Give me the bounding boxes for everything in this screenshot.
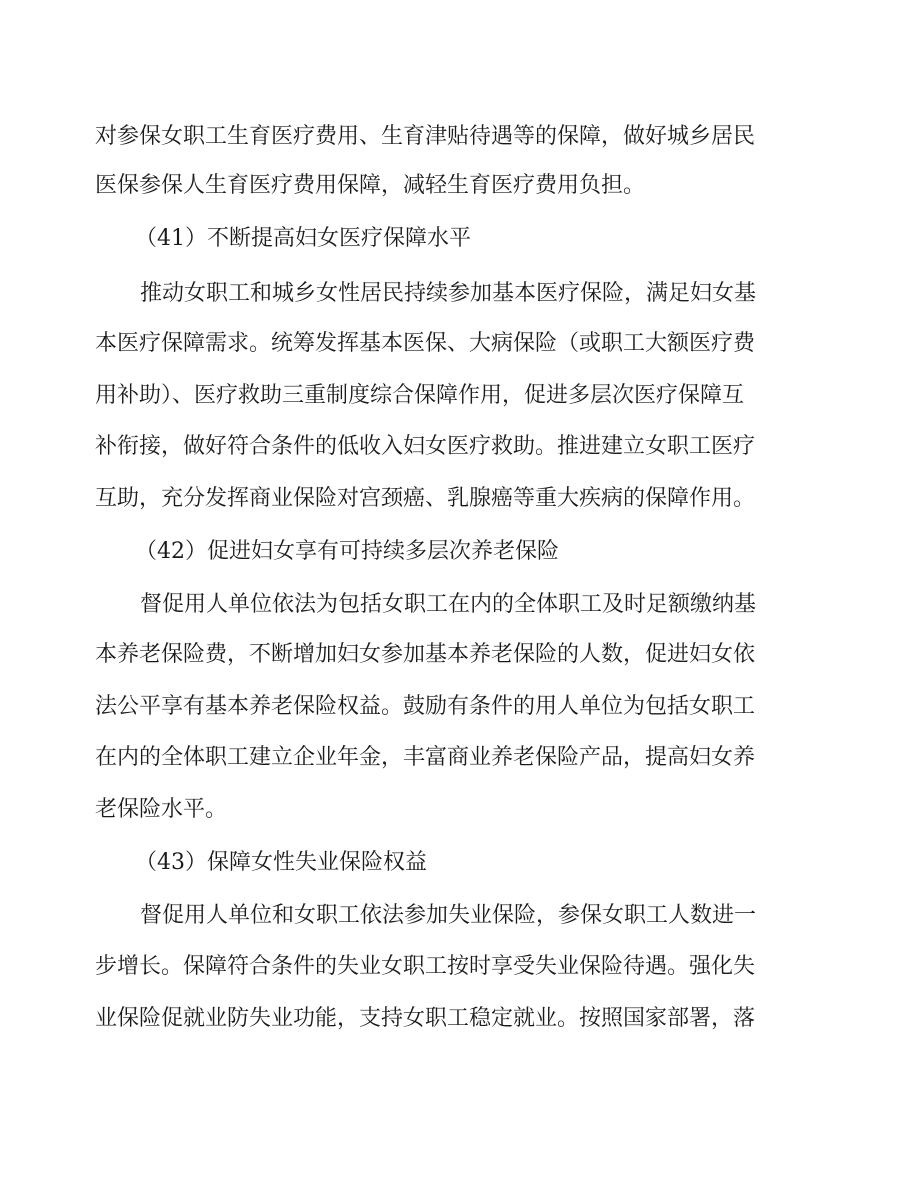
paragraph-line xyxy=(0,479,920,519)
paragraph-text: 步增长。保障符合条件的失业女职工按时享受失业保险待遇。强化失 xyxy=(95,954,756,979)
paragraph-line xyxy=(0,947,920,987)
section-heading-43 xyxy=(0,843,920,883)
paragraph-text: 医保参保人生育医疗费用保障，减轻生育医疗费用负担。 xyxy=(95,173,646,198)
paragraph-line xyxy=(0,376,920,416)
paragraph-text: 补衔接，做好符合条件的低收入妇女医疗救助。推进建立女职工医疗 xyxy=(95,434,756,459)
paragraph-line xyxy=(0,117,920,157)
paragraph-text: 本养老保险费，不断增加妇女参加基本养老保险的人数，促进妇女依 xyxy=(95,642,756,667)
paragraph-line xyxy=(0,427,920,467)
paragraph-text: 在内的全体职工建立企业年金，丰富商业养老保险产品，提高妇女养 xyxy=(95,745,756,770)
paragraph-line xyxy=(0,896,920,936)
paragraph-text: 督促用人单位依法为包括女职工在内的全体职工及时足额缴纳基 xyxy=(140,592,757,617)
paragraph-text: 督促用人单位和女职工依法参加失业保险，参保女职工人数进一 xyxy=(140,903,757,928)
paragraph-line xyxy=(0,324,920,364)
paragraph-line xyxy=(0,585,920,625)
paragraph-text: 推动女职工和城乡女性居民持续参加基本医疗保险，满足妇女基 xyxy=(140,281,757,306)
paragraph-text: 本医疗保障需求。统筹发挥基本医保、大病保险（或职工大额医疗费 xyxy=(95,331,756,356)
section-heading-42 xyxy=(0,532,920,572)
paragraph-line xyxy=(0,274,920,314)
paragraph-line xyxy=(0,687,920,727)
paragraph-text: 业保险促就业防失业功能，支持女职工稳定就业。按照国家部署，落 xyxy=(95,1006,756,1031)
paragraph-text: 法公平享有基本养老保险权益。鼓励有条件的用人单位为包括女职工 xyxy=(95,694,756,719)
paragraph-line xyxy=(0,166,920,206)
paragraph-text: 老保险水平。 xyxy=(95,797,228,822)
section-heading-text: （43）保障女性失业保险权益 xyxy=(135,850,427,875)
paragraph-text: 对参保女职工生育医疗费用、生育津贴待遇等的保障，做好城乡居民 xyxy=(95,124,756,149)
section-heading-41 xyxy=(0,219,920,259)
paragraph-line xyxy=(0,635,920,675)
section-heading-text: （41）不断提高妇女医疗保障水平 xyxy=(135,226,471,251)
paragraph-text: 用补助）、医疗救助三重制度综合保障作用，促进多层次医疗保障互 xyxy=(95,383,745,408)
paragraph-line xyxy=(0,738,920,778)
section-heading-text: （42）促进妇女享有可持续多层次养老保险 xyxy=(135,539,559,564)
paragraph-line xyxy=(0,999,920,1039)
paragraph-line xyxy=(0,790,920,830)
paragraph-text: 互助，充分发挥商业保险对宫颈癌、乳腺癌等重大疾病的保障作用。 xyxy=(95,486,756,511)
